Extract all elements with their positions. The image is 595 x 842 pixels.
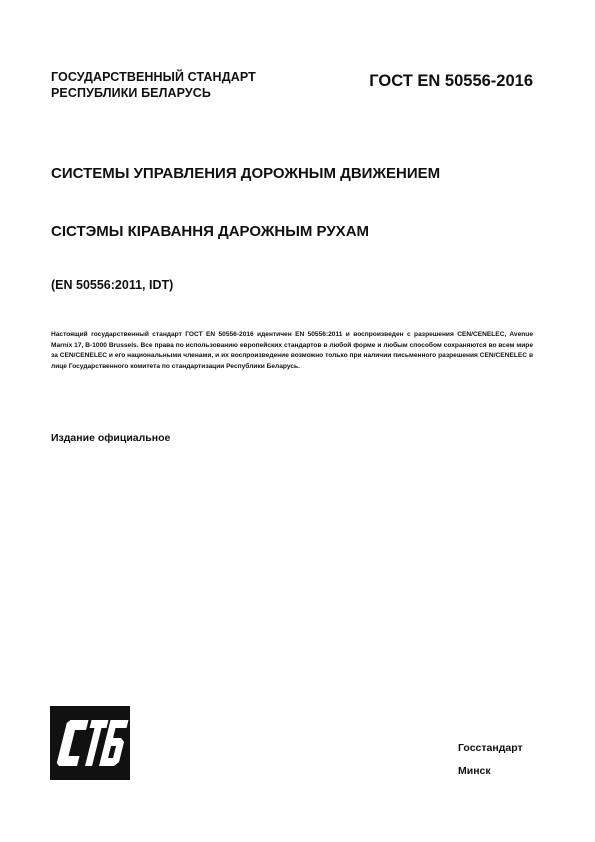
publisher-city: Минск <box>458 765 491 777</box>
organization-line-2: РЕСПУБЛИКИ БЕЛАРУСЬ <box>51 86 211 100</box>
standard-reference: (EN 50556:2011, IDT) <box>51 278 174 292</box>
title-russian: СИСТЕМЫ УПРАВЛЕНИЯ ДОРОЖНЫМ ДВИЖЕНИЕМ <box>51 165 441 182</box>
title-belarusian: СІСТЭМЫ КІРАВАННЯ ДАРОЖНЫМ РУХАМ <box>51 223 370 240</box>
organization-line-1: ГОСУДАРСТВЕННЫЙ СТАНДАРТ <box>51 70 256 84</box>
gosstandart-logo-icon <box>50 706 130 780</box>
document-number: ГОСТ EN 50556-2016 <box>369 72 533 90</box>
edition-label: Издание официальное <box>51 432 171 444</box>
copyright-notice: Настоящий государственный стандарт ГОСТ EN 50556-2016 идентичен EN 50556:2011 и воспроизведен с разрешения CEN/CENELEC, Avenue Marnix 17, B-1000 Brussels. Все права по использованию европейских стандартов в любой форме и любым способом сохраняются во всем мире за CEN/CENELEC и его национальными членами, и их воспроизведение возможно только при наличии письменного разрешения CEN/CENELEC в лице Государственного комитета по стандартизации Республики Беларусь. <box>51 331 533 370</box>
publisher-name: Госстандарт <box>458 742 523 754</box>
